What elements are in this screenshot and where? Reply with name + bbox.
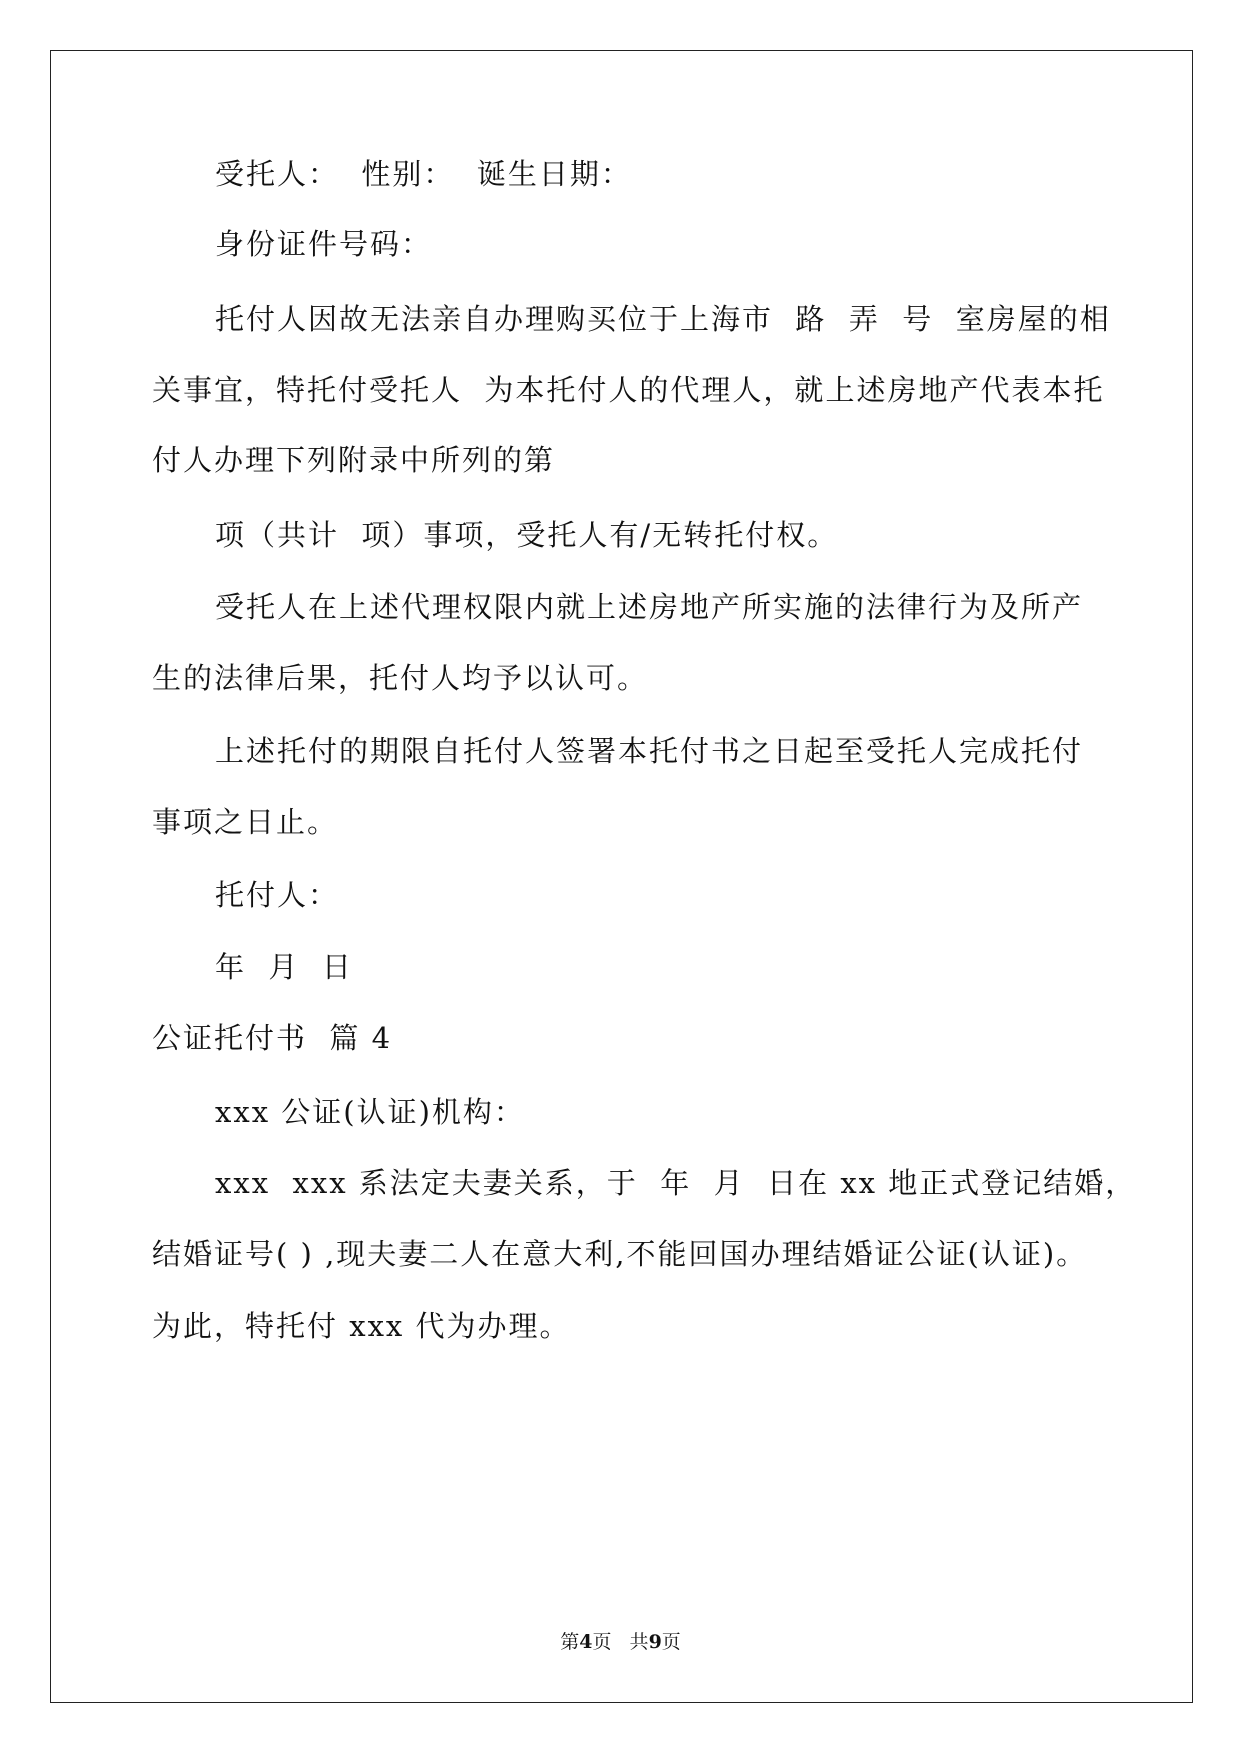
addressee-line: xxx 公证(认证)机构： (215, 1095, 525, 1129)
id-number-line: 身份证件号码： (215, 227, 433, 261)
footer-prefix: 第 (560, 1631, 580, 1653)
date-line: 年 月 日 (215, 950, 353, 984)
paragraph-line: 托付人因故无法亲自办理购买位于上海市 路 弄 号 室房屋的相 (215, 302, 1111, 336)
section-heading: 公证托付书 篇 4 (152, 1021, 393, 1055)
footer-suffix: 页 (661, 1631, 681, 1653)
paragraph-line: xxx xxx 系法定夫妻关系，于 年 月 日在 xx 地正式登记结婚， (215, 1166, 1137, 1200)
trustee-info-line: 受托人： 性别： 诞生日期： (215, 157, 632, 191)
paragraph-line: 关事宜，特托付受托人 为本托付人的代理人，就上述房地产代表本托 (152, 373, 1105, 407)
paragraph-line: 事项之日止。 (152, 805, 339, 839)
signatory-line: 托付人： (215, 878, 340, 912)
paragraph-line: 为此，特托付 xxx 代为办理。 (152, 1309, 571, 1343)
paragraph-line: 付人办理下列附录中所列的第 (152, 443, 556, 477)
paragraph-line: 上述托付的期限自托付人签署本托付书之日起至受托人完成托付 (215, 734, 1084, 768)
paragraph-line: 结婚证号( ) ,现夫妻二人在意大利,不能回国办理结婚证公证(认证)。 (152, 1237, 1088, 1271)
paragraph-line: 生的法律后果，托付人均予以认可。 (152, 661, 649, 695)
current-page-number: 4 (579, 1631, 593, 1653)
total-page-number: 9 (648, 1631, 662, 1653)
paragraph-line: 受托人在上述代理权限内就上述房地产所实施的法律行为及所产 (215, 590, 1084, 624)
page-footer (0, 1630, 1241, 1654)
paragraph-line: 项（共计 项）事项，受托人有/无转托付权。 (215, 518, 839, 552)
footer-middle: 页 共 (592, 1631, 649, 1653)
